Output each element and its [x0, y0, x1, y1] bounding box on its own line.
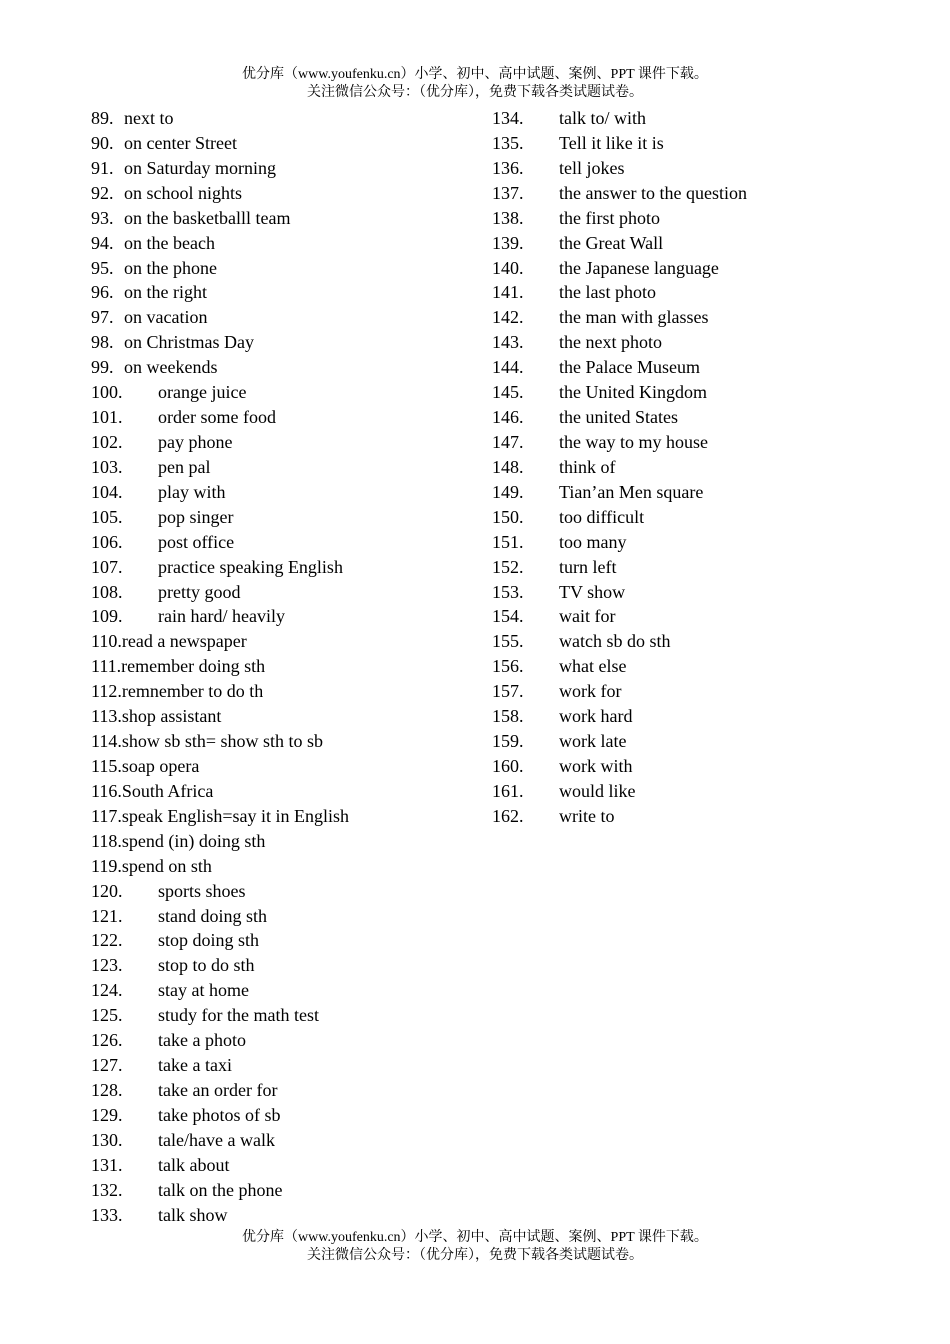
list-item	[492, 305, 872, 330]
item-phrase: Tell it like it is	[559, 132, 664, 153]
list-item	[91, 280, 471, 305]
item-number: 150.	[492, 506, 524, 527]
item-phrase: what else	[559, 656, 627, 677]
item-phrase: the way to my house	[559, 431, 708, 452]
item-phrase: the last photo	[559, 282, 656, 303]
item-phrase: watch sb do sth	[559, 631, 671, 652]
item-number: 149.	[492, 481, 524, 502]
list-item	[492, 430, 872, 455]
list-item	[91, 156, 471, 181]
list-item	[91, 904, 471, 929]
item-phrase: too many	[559, 531, 627, 552]
item-phrase: next to	[124, 108, 174, 128]
list-item	[91, 879, 471, 904]
item-phrase: spend (in) doing sth	[121, 830, 266, 851]
list-item	[91, 1078, 471, 1103]
item-number: 136.	[492, 157, 524, 178]
item-phrase: on school nights	[124, 182, 243, 203]
list-item	[91, 1203, 471, 1228]
item-number: 121.	[91, 905, 123, 926]
list-item	[492, 280, 872, 305]
item-number: 110.	[91, 631, 122, 652]
item-phrase: the first photo	[559, 207, 660, 228]
item-phrase: TV show	[559, 581, 626, 602]
item-number: 118.	[91, 830, 122, 851]
item-number: 122.	[91, 930, 123, 951]
item-number: 114.	[91, 731, 122, 752]
item-number: 129.	[91, 1104, 123, 1125]
item-number: 124.	[91, 980, 123, 1001]
list-item	[91, 1053, 471, 1078]
item-number: 139.	[492, 232, 524, 253]
list-item	[492, 480, 872, 505]
item-phrase: remnember to do th	[121, 681, 264, 702]
list-item	[91, 530, 471, 555]
item-number: 148.	[492, 456, 524, 477]
list-item	[91, 131, 471, 156]
item-phrase: work for	[559, 681, 622, 702]
header-line-1: 优分库（www.youfenku.cn）小学、初中、高中试题、案例、PPT 课件下载。	[242, 67, 708, 82]
item-number: 153.	[492, 581, 524, 602]
list-item	[91, 1128, 471, 1153]
item-number: 159.	[492, 731, 524, 752]
item-number: 95.	[91, 257, 114, 278]
list-item	[492, 455, 872, 480]
item-phrase: on the phone	[124, 257, 217, 278]
list-item	[91, 978, 471, 1003]
item-phrase: take photos of sb	[158, 1104, 281, 1125]
item-number: 103.	[91, 456, 123, 477]
list-item	[91, 754, 471, 779]
item-phrase: soap opera	[121, 755, 200, 776]
item-number: 134.	[492, 108, 524, 128]
item-phrase: practice speaking English	[158, 556, 343, 577]
item-number: 106.	[91, 531, 123, 552]
list-item	[492, 131, 872, 156]
item-number: 127.	[91, 1055, 123, 1076]
item-number: 96.	[91, 282, 114, 303]
item-phrase: work late	[559, 731, 627, 752]
item-number: 145.	[492, 382, 524, 403]
list-item	[492, 555, 872, 580]
item-number: 116.	[91, 780, 122, 801]
item-phrase: stop to do sth	[158, 955, 255, 976]
list-item	[492, 679, 872, 704]
item-number: 160.	[492, 755, 524, 776]
item-number: 143.	[492, 332, 524, 353]
item-number: 154.	[492, 606, 524, 627]
item-phrase: pretty good	[158, 581, 241, 602]
list-item	[91, 729, 471, 754]
item-phrase: stand doing sth	[158, 905, 268, 926]
header-line-2: 关注微信公众号：（优分库），免费下载各类试题试卷。	[307, 85, 643, 100]
item-phrase: the united States	[559, 407, 678, 428]
item-phrase: shop assistant	[121, 706, 222, 727]
item-number: 91.	[91, 157, 114, 178]
item-phrase: remember doing sth	[121, 656, 266, 677]
list-item	[91, 256, 471, 281]
item-phrase: take a taxi	[158, 1055, 232, 1076]
list-item	[91, 330, 471, 355]
item-phrase: Tian’an Men square	[559, 481, 704, 502]
item-number: 99.	[91, 357, 114, 378]
list-item	[492, 604, 872, 629]
item-phrase: read a newspaper	[121, 631, 247, 652]
item-number: 141.	[492, 282, 524, 303]
item-phrase: on Saturday morning	[124, 157, 276, 178]
item-number: 151.	[492, 531, 524, 552]
list-item	[492, 405, 872, 430]
item-phrase: on Christmas Day	[124, 332, 254, 353]
list-item	[91, 455, 471, 480]
list-item	[91, 829, 471, 854]
list-item	[492, 256, 872, 281]
item-phrase: play with	[158, 481, 226, 502]
item-phrase: pay phone	[158, 431, 233, 452]
list-item	[492, 355, 872, 380]
list-item	[492, 505, 872, 530]
item-number: 104.	[91, 481, 123, 502]
item-phrase: work hard	[559, 706, 633, 727]
list-item	[91, 779, 471, 804]
item-phrase: spend on sth	[121, 855, 212, 876]
item-number: 117.	[91, 805, 122, 826]
item-phrase: post office	[158, 531, 235, 552]
item-number: 97.	[91, 307, 114, 328]
list-item	[492, 380, 872, 405]
item-number: 94.	[91, 232, 114, 253]
list-item	[492, 530, 872, 555]
list-item	[91, 1028, 471, 1053]
list-item	[492, 729, 872, 754]
item-phrase: talk show	[158, 1204, 228, 1225]
item-number: 156.	[492, 656, 524, 677]
list-item	[492, 181, 872, 206]
list-item	[91, 106, 471, 131]
footer-line-2: 关注微信公众号：（优分库），免费下载各类试题试卷。	[307, 1248, 643, 1263]
list-item	[91, 405, 471, 430]
item-number: 113.	[91, 706, 122, 727]
item-phrase: would like	[559, 780, 636, 801]
item-phrase: on vacation	[124, 307, 208, 328]
list-item	[91, 181, 471, 206]
item-number: 89.	[91, 108, 114, 128]
item-number: 90.	[91, 132, 114, 153]
item-phrase: on weekends	[124, 357, 218, 378]
item-number: 107.	[91, 556, 123, 577]
item-phrase: rain hard/ heavily	[158, 606, 285, 627]
item-phrase: work with	[559, 755, 633, 776]
item-phrase: the Great Wall	[559, 232, 664, 253]
page-footer	[0, 1229, 950, 1265]
item-number: 92.	[91, 182, 114, 203]
list-item	[91, 1153, 471, 1178]
item-phrase: wait for	[559, 606, 616, 627]
list-item	[91, 555, 471, 580]
item-phrase: on the beach	[124, 232, 215, 253]
list-item	[91, 1003, 471, 1028]
item-phrase: tell jokes	[559, 157, 625, 178]
item-phrase: speak English=say it in English	[121, 805, 349, 826]
item-phrase: study for the math test	[158, 1005, 319, 1026]
item-number: 101.	[91, 407, 123, 428]
list-item	[492, 654, 872, 679]
item-phrase: talk about	[158, 1154, 230, 1175]
item-phrase: on center Street	[124, 132, 237, 153]
item-phrase: the Japanese language	[559, 257, 719, 278]
item-phrase: the answer to the question	[559, 182, 747, 203]
item-number: 147.	[492, 431, 524, 452]
item-phrase: pop singer	[158, 506, 234, 527]
footer-line-1: 优分库（www.youfenku.cn）小学、初中、高中试题、案例、PPT 课件下载。	[242, 1230, 708, 1245]
item-number: 125.	[91, 1005, 123, 1026]
item-number: 128.	[91, 1079, 123, 1100]
item-number: 126.	[91, 1030, 123, 1051]
item-phrase: take an order for	[158, 1079, 278, 1100]
list-item	[492, 580, 872, 605]
item-number: 130.	[91, 1129, 123, 1150]
list-item	[91, 704, 471, 729]
item-phrase: South Africa	[121, 780, 214, 801]
item-phrase: talk to/ with	[559, 108, 646, 128]
item-phrase: pen pal	[158, 456, 211, 477]
list-item	[91, 629, 471, 654]
item-number: 142.	[492, 307, 524, 328]
item-phrase: on the basketballl team	[124, 207, 291, 228]
list-item	[91, 854, 471, 879]
phrase-list-right	[492, 106, 872, 829]
list-item	[91, 380, 471, 405]
item-phrase: order some food	[158, 407, 276, 428]
item-number: 102.	[91, 431, 123, 452]
page-header	[0, 66, 950, 102]
item-number: 133.	[91, 1204, 123, 1225]
item-phrase: turn left	[559, 556, 617, 577]
item-number: 152.	[492, 556, 524, 577]
list-item	[91, 430, 471, 455]
item-phrase: show sb sth= show sth to sb	[121, 731, 324, 752]
item-number: 131.	[91, 1154, 123, 1175]
list-item	[492, 106, 872, 131]
list-item	[492, 206, 872, 231]
phrase-list-left	[91, 106, 471, 1227]
item-number: 108.	[91, 581, 123, 602]
list-item	[91, 654, 471, 679]
list-item	[492, 704, 872, 729]
list-item	[91, 679, 471, 704]
item-number: 105.	[91, 506, 123, 527]
item-number: 140.	[492, 257, 524, 278]
item-phrase: the man with glasses	[559, 307, 709, 328]
item-number: 146.	[492, 407, 524, 428]
item-phrase: stop doing sth	[158, 930, 260, 951]
list-item	[91, 928, 471, 953]
list-item	[91, 206, 471, 231]
item-phrase: sports shoes	[158, 880, 246, 901]
list-item	[91, 604, 471, 629]
item-phrase: think of	[559, 456, 616, 477]
item-number: 161.	[492, 780, 524, 801]
item-number: 135.	[492, 132, 524, 153]
list-item	[91, 1178, 471, 1203]
item-number: 100.	[91, 382, 123, 403]
item-number: 112.	[91, 681, 122, 702]
list-item	[492, 754, 872, 779]
item-number: 111.	[91, 656, 122, 677]
list-item	[91, 1103, 471, 1128]
list-item	[492, 804, 872, 829]
list-item	[91, 480, 471, 505]
item-number: 115.	[91, 755, 122, 776]
list-item	[91, 505, 471, 530]
list-item	[492, 330, 872, 355]
item-phrase: the next photo	[559, 332, 662, 353]
item-phrase: the Palace Museum	[559, 357, 700, 378]
item-number: 120.	[91, 880, 123, 901]
item-number: 162.	[492, 805, 524, 826]
item-phrase: on the right	[124, 282, 207, 303]
list-item	[91, 580, 471, 605]
item-number: 144.	[492, 357, 524, 378]
list-item	[91, 355, 471, 380]
item-number: 155.	[492, 631, 524, 652]
list-item	[91, 804, 471, 829]
item-number: 157.	[492, 681, 524, 702]
list-item	[91, 231, 471, 256]
item-number: 132.	[91, 1179, 123, 1200]
list-item	[91, 305, 471, 330]
item-number: 138.	[492, 207, 524, 228]
list-item	[492, 156, 872, 181]
list-item	[91, 953, 471, 978]
item-number: 119.	[91, 855, 122, 876]
item-phrase: stay at home	[158, 980, 249, 1001]
item-phrase: the United Kingdom	[559, 382, 707, 403]
list-item	[492, 231, 872, 256]
item-number: 137.	[492, 182, 524, 203]
item-number: 93.	[91, 207, 114, 228]
item-phrase: orange juice	[158, 382, 247, 403]
item-phrase: too difficult	[559, 506, 645, 527]
item-number: 123.	[91, 955, 123, 976]
list-item	[492, 779, 872, 804]
item-phrase: write to	[559, 805, 615, 826]
item-phrase: take a photo	[158, 1030, 246, 1051]
item-number: 158.	[492, 706, 524, 727]
item-phrase: talk on the phone	[158, 1179, 283, 1200]
item-phrase: tale/have a walk	[158, 1129, 275, 1150]
item-number: 109.	[91, 606, 123, 627]
list-item	[492, 629, 872, 654]
item-number: 98.	[91, 332, 114, 353]
